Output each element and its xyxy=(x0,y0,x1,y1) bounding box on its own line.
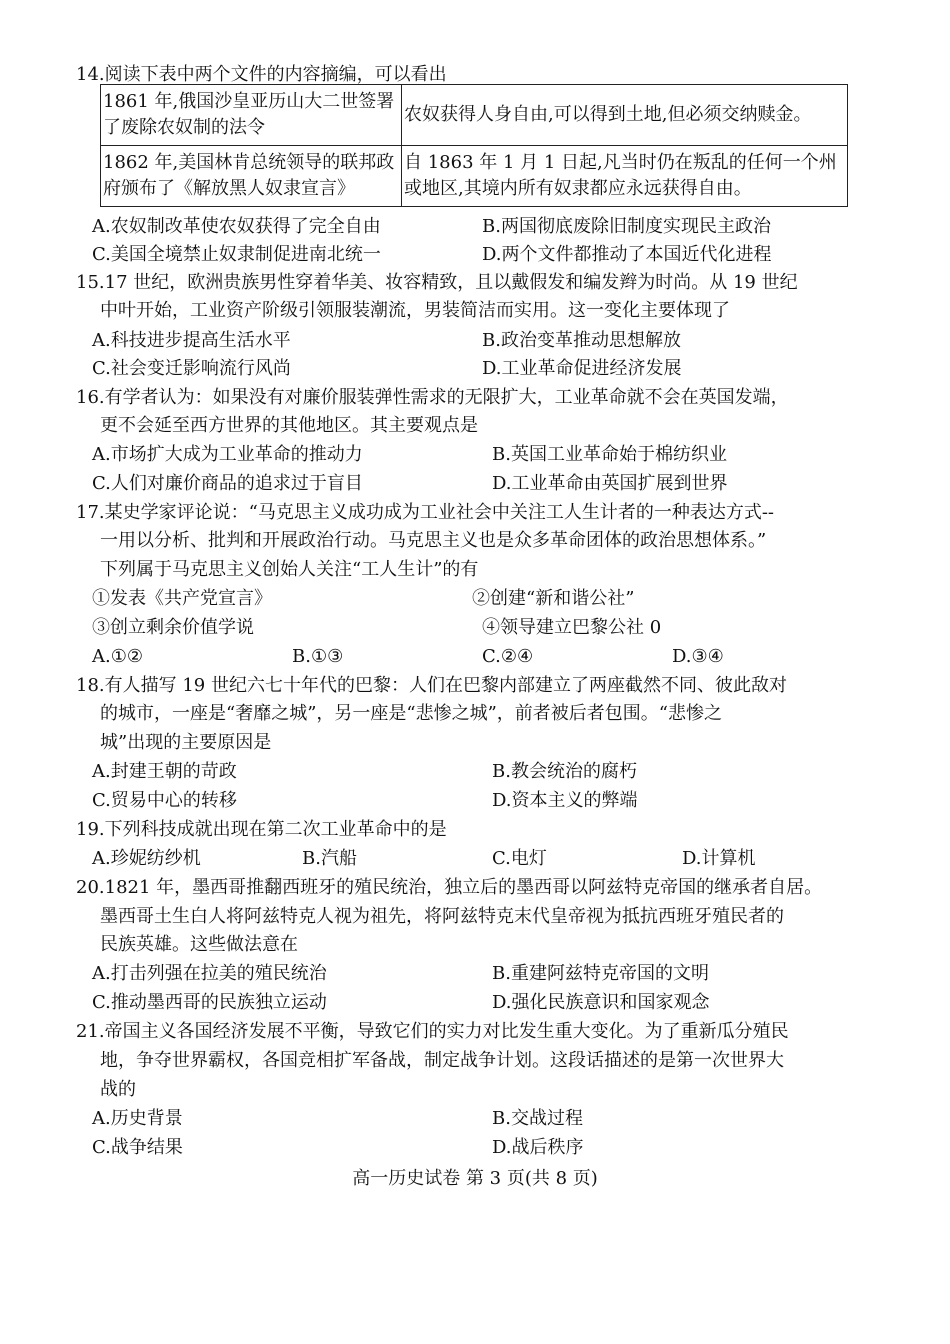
q14-option-a: A.农奴制改革使农奴获得了完全自由 xyxy=(92,216,381,237)
q14-option-b: B.两国彻底废除旧制度实现民主政治 xyxy=(482,216,771,237)
q14-document-table xyxy=(100,84,848,207)
q20-stem-line: 民族英雄。这些做法意在 xyxy=(100,934,298,955)
q18-option-d: D.资本主义的弊端 xyxy=(492,790,638,811)
q16-option-b: B.英国工业革命始于棉纺织业 xyxy=(492,444,727,465)
q14-stem: 14.阅读下表中两个文件的内容摘编，可以看出 xyxy=(76,64,447,85)
q17-item-2: ②创建“新和谐公社” xyxy=(472,588,635,609)
q18-stem-line: 18.有人描写 19 世纪六七十年代的巴黎：人们在巴黎内部建立了两座截然不同、彼此敌对 xyxy=(76,675,787,696)
table-row xyxy=(101,146,848,207)
q15-option-c: C.社会变迁影响流行风尚 xyxy=(92,358,291,379)
table-row xyxy=(101,85,848,146)
q18-stem-line: 的城市，一座是“奢靡之城”，另一座是“悲惨之城”，前者被后者包围。“悲惨之 xyxy=(100,703,723,724)
q16-option-a: A.市场扩大成为工业革命的推动力 xyxy=(92,444,363,465)
q20-option-b: B.重建阿兹特克帝国的文明 xyxy=(492,963,709,984)
q17-option-b: B.①③ xyxy=(292,646,344,667)
table-cell: 1861 年,俄国沙皇亚历山大二世签署了废除农奴制的法令 xyxy=(101,85,402,146)
q17-stem-line: 一用以分析、批判和开展政治行动。马克思主义也是众多革命团体的政治思想体系。” xyxy=(100,530,767,551)
q21-option-c: C.战争结果 xyxy=(92,1137,183,1158)
q19-stem-line: 19.下列科技成就出现在第二次工业革命中的是 xyxy=(76,819,447,840)
q14-option-c: C.美国全境禁止奴隶制促进南北统一 xyxy=(92,244,381,265)
table-cell: 农奴获得人身自由,可以得到土地,但必须交纳赎金。 xyxy=(402,85,848,146)
table-cell: 自 1863 年 1 月 1 日起,凡当时仍在叛乱的任何一个州或地区,其境内所有奴隶都应永远获得自由。 xyxy=(402,146,848,207)
q15-option-b: B.政治变革推动思想解放 xyxy=(482,330,681,351)
q18-stem-line: 城”出现的主要原因是 xyxy=(100,732,272,753)
q19-option-c: C.电灯 xyxy=(492,848,547,869)
q21-stem-line: 战的 xyxy=(100,1079,136,1100)
q19-option-b: B.汽船 xyxy=(302,848,357,869)
table-cell: 1862 年,美国林肯总统领导的联邦政府颁布了《解放黑人奴隶宣言》 xyxy=(101,146,402,207)
q17-stem-line: 17.某史学家评论说：“马克思主义成功成为工业社会中关注工人生计者的一种表达方式-- xyxy=(76,502,774,523)
q20-option-d: D.强化民族意识和国家观念 xyxy=(492,992,710,1013)
q17-item-4: ④领导建立巴黎公社 0 xyxy=(482,617,662,638)
q17-option-d: D.③④ xyxy=(672,646,724,667)
q17-item-1: ①发表《共产党宣言》 xyxy=(92,588,272,609)
q20-stem-line: 墨西哥土生白人将阿兹特克人视为祖先，将阿兹特克末代皇帝视为抵抗西班牙殖民者的 xyxy=(100,906,784,927)
q19-option-a: A.珍妮纺纱机 xyxy=(92,848,201,869)
q21-option-b: B.交战过程 xyxy=(492,1108,583,1129)
q15-stem-line: 中叶开始，工业资产阶级引领服装潮流，男装简洁而实用。这一变化主要体现了 xyxy=(100,300,730,321)
q15-option-a: A.科技进步提高生活水平 xyxy=(92,330,291,351)
q20-option-a: A.打击列强在拉美的殖民统治 xyxy=(92,963,327,984)
q17-option-c: C.②④ xyxy=(482,646,534,667)
q16-stem-line: 更不会延至西方世界的其他地区。其主要观点是 xyxy=(100,415,478,436)
q20-option-c: C.推动墨西哥的民族独立运动 xyxy=(92,992,327,1013)
q21-option-a: A.历史背景 xyxy=(92,1108,183,1129)
q21-option-d: D.战后秩序 xyxy=(492,1137,584,1158)
q18-option-a: A.封建王朝的苛政 xyxy=(92,761,237,782)
q20-stem-line: 20.1821 年，墨西哥推翻西班牙的殖民统治，独立后的墨西哥以阿兹特克帝国的继承者自居。 xyxy=(76,877,823,898)
q16-option-d: D.工业革命由英国扩展到世界 xyxy=(492,473,728,494)
page-footer: 高一历史试卷 第 3 页(共 8 页) xyxy=(352,1168,598,1189)
q17-stem-line: 下列属于马克思主义创始人关注“工人生计”的有 xyxy=(100,559,479,580)
q21-stem-line: 21.帝国主义各国经济发展不平衡，导致它们的实力对比发生重大变化。为了重新瓜分殖民 xyxy=(76,1021,789,1042)
q18-option-b: B.教会统治的腐朽 xyxy=(492,761,637,782)
q18-option-c: C.贸易中心的转移 xyxy=(92,790,237,811)
q15-stem-line: 15.17 世纪，欧洲贵族男性穿着华美、妆容精致，且以戴假发和编发辫为时尚。从 19 世纪 xyxy=(76,272,798,293)
q14-option-d: D.两个文件都推动了本国近代化进程 xyxy=(482,244,772,265)
q16-stem-line: 16.有学者认为：如果没有对廉价服装弹性需求的无限扩大，工业革命就不会在英国发端， xyxy=(76,387,789,408)
q21-stem-line: 地，争夺世界霸权，各国竞相扩军备战，制定战争计划。这段话描述的是第一次世界大 xyxy=(100,1050,784,1071)
q19-option-d: D.计算机 xyxy=(682,848,756,869)
q17-option-a: A.①② xyxy=(92,646,143,667)
q15-option-d: D.工业革命促进经济发展 xyxy=(482,358,682,379)
q16-option-c: C.人们对廉价商品的追求过于盲目 xyxy=(92,473,363,494)
q17-item-3: ③创立剩余价值学说 xyxy=(92,617,254,638)
